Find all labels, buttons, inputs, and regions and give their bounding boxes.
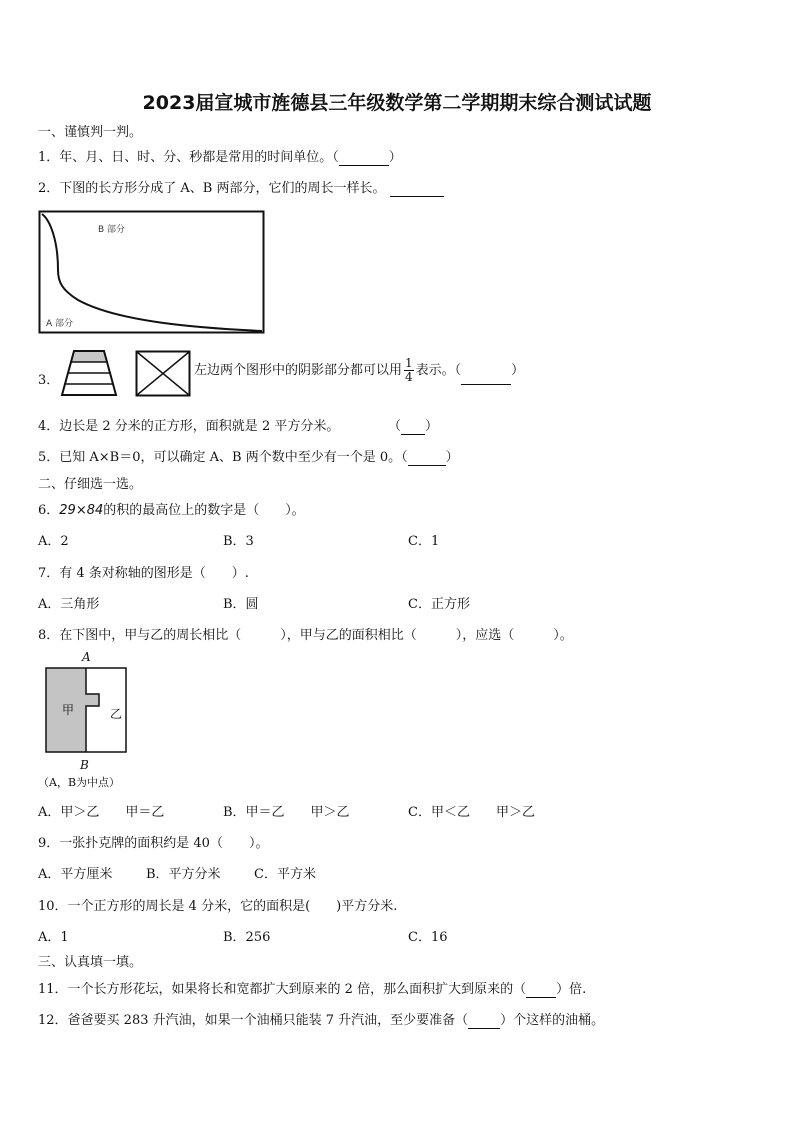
figure-caption: （A，B为中点）	[38, 776, 121, 789]
question-8: 8．在下图中，甲与乙的周长相比（ ），甲与乙的面积相比（ ），应选（ ）。	[38, 628, 573, 643]
question-9: 9．一张扑克牌的面积约是 40（ ）。	[38, 836, 269, 851]
question-3-close: ）	[511, 363, 525, 378]
question-1-close: ）	[388, 150, 402, 165]
question-12-close: ）个这样的油桶。	[500, 1013, 605, 1028]
label-yi: 乙	[110, 707, 123, 721]
question-2-text: 2．下图的长方形分成了 A、B 两部分，它们的周长一样长。	[38, 181, 386, 196]
trapezoid-figure	[60, 350, 118, 396]
answer-blank-3[interactable]	[461, 358, 511, 385]
question-4-text: 4．边长是 2 分米的正方形，面积就是 2 平方分米。	[38, 419, 340, 434]
question-3-number: 3．	[38, 373, 60, 388]
section-heading-fill: 三、认真填一填。	[38, 955, 143, 970]
answer-blank-12[interactable]	[468, 1013, 500, 1029]
fraction-one-quarter	[404, 357, 414, 384]
question-5	[38, 446, 459, 466]
answer-blank-5[interactable]	[408, 450, 446, 466]
question-3	[194, 357, 524, 385]
answer-blank-4[interactable]	[401, 419, 425, 435]
question-7-option-a[interactable]: A．三角形	[38, 597, 100, 612]
question-6-option-c[interactable]: C．1	[408, 534, 440, 549]
question-1-text: 1．年、月、日、时、分、秒都是常用的时间单位。（	[38, 150, 339, 165]
question-7-option-b[interactable]: B．圆	[223, 597, 259, 612]
question-6-option-b[interactable]: B．3	[223, 534, 254, 549]
answer-blank-11[interactable]	[526, 982, 556, 998]
fraction-denominator: 4	[405, 370, 413, 384]
question-11-text: 11．一个长方形花坛，如果将长和宽都扩大到原来的 2 倍，那么面积扩大到原来的（	[38, 982, 527, 997]
question-10-option-a[interactable]: A．1	[38, 930, 69, 945]
question-7: 7．有 4 条对称轴的图形是（ ）.	[38, 566, 249, 581]
question-3-text: 左边两个图形中的阴影部分都可以用	[194, 363, 403, 378]
question-6-text: 的积的最高位上的数字是（ ）。	[103, 503, 305, 518]
paren-close: ）	[425, 419, 439, 434]
section-heading-judge: 一、谨慎判一判。	[38, 125, 143, 140]
rectangle-figure	[38, 210, 266, 334]
question-4-answer	[388, 415, 438, 435]
label-a-part: A 部分	[46, 319, 74, 329]
question-6-expression: 29×84	[59, 503, 104, 518]
question-10-option-b[interactable]: B．256	[223, 930, 271, 945]
question-6-prefix: 6．	[38, 503, 60, 518]
page-title: 2023届宣城市旌德县三年级数学第二学期期末综合测试试题	[142, 92, 652, 114]
question-4	[38, 415, 339, 434]
question-9-option-b[interactable]: B．平方分米	[146, 867, 221, 882]
question-5-close: ）	[445, 450, 459, 465]
question-6	[38, 499, 305, 518]
question-3-text-after: 表示。（	[415, 363, 462, 378]
question-11	[38, 978, 586, 998]
question-12	[38, 1009, 604, 1029]
question-10-option-c[interactable]: C．16	[408, 930, 448, 945]
question-6-option-a[interactable]: A．2	[38, 534, 69, 549]
question-11-close: ）倍.	[556, 982, 587, 997]
question-9-option-a[interactable]: A．平方厘米	[38, 867, 113, 882]
question-7-option-c[interactable]: C．正方形	[408, 597, 470, 612]
split-square-figure	[38, 648, 138, 790]
fraction-numerator: 1	[405, 356, 413, 370]
answer-blank-1[interactable]	[339, 150, 389, 166]
section-heading-choose: 二、仔细选一选。	[38, 477, 143, 492]
question-9-option-c[interactable]: C．平方米	[254, 867, 316, 882]
question-1	[38, 146, 402, 166]
label-jia: 甲	[62, 703, 75, 717]
square-x-figure	[135, 350, 191, 397]
answer-blank-2[interactable]	[390, 181, 444, 197]
label-b-part: B 部分	[98, 225, 126, 235]
question-8-option-a[interactable]: A．甲＞乙 甲＝乙	[38, 805, 165, 820]
question-8-option-c[interactable]: C．甲＜乙 甲＞乙	[408, 805, 535, 820]
question-2	[38, 177, 444, 197]
paren-open: （	[388, 419, 402, 434]
label-point-a: A	[82, 650, 91, 664]
question-10: 10．一个正方形的周长是 4 分米，它的面积是( )平方分米.	[38, 899, 398, 914]
question-5-text: 5．已知 A×B＝0，可以确定 A、B 两个数中至少有一个是 0。（	[38, 450, 408, 465]
question-12-text: 12．爸爸要买 283 升汽油，如果一个油桶只能装 7 升汽油，至少要准备（	[38, 1013, 469, 1028]
label-point-b: B	[80, 758, 89, 772]
question-8-option-b[interactable]: B．甲＝乙 甲＞乙	[223, 805, 350, 820]
